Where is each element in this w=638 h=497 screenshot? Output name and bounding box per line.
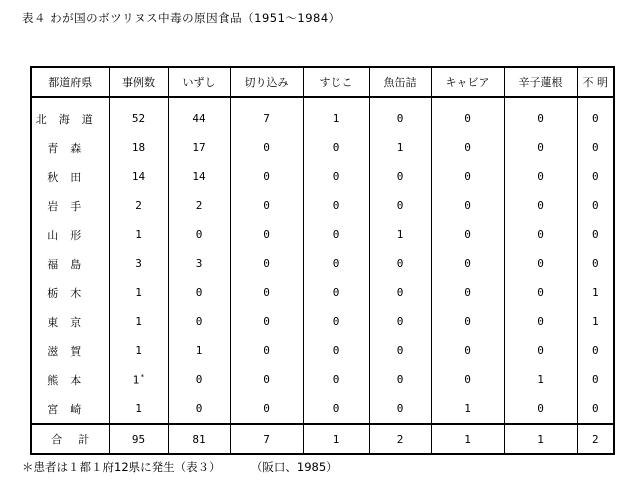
izushi-cell (168, 97, 230, 133)
izushi-cell (168, 162, 230, 191)
sujiko-cell (303, 97, 369, 133)
total-sujiko-cell: 1 (303, 424, 369, 454)
table-title: 表４ わが国のボツリヌス中毒の原因食品（1951～1984） (22, 11, 341, 25)
prefecture-cell: 東京 (31, 307, 109, 336)
cell-value: 0 (464, 141, 471, 154)
cell-value: 0 (464, 373, 471, 386)
caviar-cell (431, 162, 504, 191)
izushi-cell (168, 394, 230, 424)
cases-cell (109, 278, 168, 307)
prefecture-cell: 栃木 (31, 278, 109, 307)
caviar-cell (431, 97, 504, 133)
prefecture-cell: 山形 (31, 220, 109, 249)
unknown-cell (577, 97, 614, 133)
canned-fish-cell (369, 162, 431, 191)
prefecture-cell: 宮崎 (31, 394, 109, 424)
karashi-renkon-cell (504, 249, 577, 278)
table-row (31, 278, 614, 307)
cell-value: 0 (332, 257, 340, 270)
header-caviar: キャビア (431, 67, 504, 97)
cell-value: 0 (537, 257, 544, 270)
sujiko-cell (303, 394, 369, 424)
cell-value: 0 (332, 170, 340, 183)
cell-value: 0 (537, 286, 544, 299)
cell-value: 0 (396, 344, 404, 357)
caviar-cell (431, 394, 504, 424)
cell-value: 0 (195, 373, 203, 386)
cell-value: 0 (195, 402, 203, 415)
caviar-cell (431, 220, 504, 249)
kirikomi-cell (230, 394, 303, 424)
header-kirikomi: 切り込み (230, 67, 303, 97)
cell-value: 0 (591, 373, 599, 386)
canned-fish-cell (369, 97, 431, 133)
kirikomi-cell (230, 278, 303, 307)
kirikomi-cell (230, 133, 303, 162)
table-row (31, 365, 614, 394)
table-row (31, 162, 614, 191)
sujiko-cell (303, 307, 369, 336)
cell-value: 0 (591, 170, 599, 183)
canned-fish-cell (369, 249, 431, 278)
cell-value: 0 (263, 228, 270, 241)
header-unknown: 不 明 (577, 67, 614, 97)
unknown-cell (577, 365, 614, 394)
unknown-cell (577, 191, 614, 220)
canned-fish-cell (369, 336, 431, 365)
karashi-renkon-cell (504, 336, 577, 365)
cell-value: 0 (591, 344, 599, 357)
cell-value: 0 (195, 315, 203, 328)
table-row (31, 307, 614, 336)
canned-fish-cell (369, 307, 431, 336)
cell-value: 0 (396, 315, 404, 328)
izushi-cell (168, 220, 230, 249)
cell-value: 0 (263, 286, 270, 299)
cases-cell (109, 307, 168, 336)
cell-value: 0 (263, 257, 270, 270)
karashi-renkon-cell (504, 191, 577, 220)
sujiko-cell (303, 278, 369, 307)
cell-value: 3 (135, 257, 142, 270)
prefecture-cell: 北海道 (31, 97, 109, 133)
header-sujiko: すじこ (303, 67, 369, 97)
cell-value: 52 (131, 112, 146, 125)
cases-cell (109, 162, 168, 191)
canned-fish-cell (369, 394, 431, 424)
cell-value: 0 (591, 141, 599, 154)
cell-value: 0 (591, 199, 599, 212)
cases-cell (109, 97, 168, 133)
cell-value: 0 (263, 344, 270, 357)
kirikomi-cell (230, 220, 303, 249)
karashi-renkon-cell (504, 365, 577, 394)
cell-value: 2 (195, 199, 203, 212)
cell-value: 0 (332, 286, 340, 299)
cell-value: 0 (537, 170, 544, 183)
cell-value: 0 (396, 170, 404, 183)
cell-value: 1 (135, 402, 142, 415)
canned-fish-cell (369, 365, 431, 394)
unknown-cell (577, 220, 614, 249)
karashi-renkon-cell (504, 220, 577, 249)
cell-value: 18 (131, 141, 146, 154)
cell-value: 0 (396, 257, 404, 270)
canned-fish-cell (369, 191, 431, 220)
cell-value: 0 (332, 315, 340, 328)
cell-value: 1 (464, 402, 471, 415)
cell-value: 1 (537, 373, 544, 386)
prefecture-cell: 福島 (31, 249, 109, 278)
cases-cell (109, 191, 168, 220)
cell-value: 0 (332, 228, 340, 241)
cell-value: 1 (195, 344, 203, 357)
kirikomi-cell (230, 162, 303, 191)
table-row (31, 97, 614, 133)
cell-value: 0 (591, 228, 599, 241)
total-karashi-renkon-cell: 1 (504, 424, 577, 454)
cell-value: 0 (537, 141, 544, 154)
cell-value: 0 (537, 402, 544, 415)
cell-value: 2 (135, 199, 142, 212)
izushi-cell (168, 133, 230, 162)
izushi-cell (168, 365, 230, 394)
karashi-renkon-cell (504, 162, 577, 191)
cell-value: 0 (396, 199, 404, 212)
prefecture-cell: 熊本 (31, 365, 109, 394)
cell-value: 1 (332, 112, 340, 125)
cell-value: 0 (537, 199, 544, 212)
unknown-cell (577, 249, 614, 278)
cell-value: 1 (135, 286, 142, 299)
sujiko-cell (303, 365, 369, 394)
cell-value: 0 (195, 286, 203, 299)
canned-fish-cell (369, 278, 431, 307)
unknown-cell (577, 278, 614, 307)
canned-fish-cell (369, 133, 431, 162)
cell-value: 0 (332, 199, 340, 212)
total-izushi-cell: 81 (168, 424, 230, 454)
total-row (31, 424, 614, 454)
izushi-cell (168, 307, 230, 336)
cell-value: 1 (132, 373, 140, 387)
cell-value: 14 (192, 170, 206, 183)
cases-cell (109, 249, 168, 278)
total-label: 合計 (31, 424, 109, 454)
sujiko-cell (303, 162, 369, 191)
footer (22, 459, 338, 475)
cell-value: 7 (263, 112, 270, 125)
caviar-cell (431, 365, 504, 394)
sujiko-cell (303, 191, 369, 220)
table-row (31, 220, 614, 249)
cell-value: 0 (396, 286, 404, 299)
sujiko-cell (303, 220, 369, 249)
unknown-cell (577, 162, 614, 191)
header-canned-fish: 魚缶詰 (369, 67, 431, 97)
karashi-renkon-cell (504, 278, 577, 307)
total-canned-fish-cell: 2 (369, 424, 431, 454)
total-caviar-cell: 1 (431, 424, 504, 454)
cell-value: 44 (192, 112, 206, 125)
cell-value: 14 (131, 170, 146, 183)
table-row (31, 249, 614, 278)
karashi-renkon-cell (504, 307, 577, 336)
cell-value: 0 (464, 228, 471, 241)
sujiko-cell (303, 133, 369, 162)
cell-value: 1 (135, 344, 142, 357)
cell-value: 0 (263, 315, 270, 328)
cell-value: 1 (591, 315, 599, 328)
cell-value: 0 (332, 344, 340, 357)
cell-value: 0 (195, 228, 203, 241)
header-izushi: いずし (168, 67, 230, 97)
izushi-cell (168, 336, 230, 365)
kirikomi-cell (230, 365, 303, 394)
header-row (31, 67, 614, 97)
izushi-cell (168, 278, 230, 307)
footnote: ＊患者は１都１府12県に発生（表３） (22, 460, 221, 474)
total-unknown-cell: 2 (577, 424, 614, 454)
footnote-marker: * (140, 372, 145, 381)
unknown-cell (577, 133, 614, 162)
cases-cell (109, 336, 168, 365)
canned-fish-cell (369, 220, 431, 249)
cell-value: 0 (263, 402, 270, 415)
cell-value: 0 (537, 344, 544, 357)
table-row (31, 394, 614, 424)
total-kirikomi-cell: 7 (230, 424, 303, 454)
sujiko-cell (303, 249, 369, 278)
prefecture-cell: 岩手 (31, 191, 109, 220)
caviar-cell (431, 191, 504, 220)
caviar-cell (431, 249, 504, 278)
izushi-cell (168, 191, 230, 220)
cell-value: 0 (464, 344, 471, 357)
header-karashi-renkon: 辛子蓮根 (504, 67, 577, 97)
cell-value: 0 (263, 141, 270, 154)
cases-cell (109, 394, 168, 424)
kirikomi-cell (230, 307, 303, 336)
cell-value: 17 (192, 141, 206, 154)
cell-value: 0 (464, 112, 471, 125)
table-row (31, 336, 614, 365)
cell-value: 0 (537, 112, 544, 125)
table-row (31, 133, 614, 162)
cases-cell (109, 133, 168, 162)
cell-value: 0 (464, 286, 471, 299)
karashi-renkon-cell (504, 97, 577, 133)
header-prefecture: 都道府県 (31, 67, 109, 97)
caviar-cell (431, 307, 504, 336)
kirikomi-cell (230, 97, 303, 133)
cell-value: 0 (464, 170, 471, 183)
karashi-renkon-cell (504, 394, 577, 424)
cell-value: 0 (396, 402, 404, 415)
unknown-cell (577, 307, 614, 336)
cell-value: 0 (332, 402, 340, 415)
cell-value: 0 (396, 112, 404, 125)
cell-value: 0 (263, 199, 270, 212)
cell-value: 1 (396, 141, 404, 154)
cell-value: 0 (537, 315, 544, 328)
cell-value: 0 (263, 170, 270, 183)
cell-value: 1 (135, 228, 142, 241)
botulism-table (30, 66, 615, 455)
caviar-cell (431, 278, 504, 307)
cell-value: 0 (464, 199, 471, 212)
cell-value: 0 (464, 257, 471, 270)
cases-cell (109, 365, 168, 394)
total-cases-cell: 95 (109, 424, 168, 454)
izushi-cell (168, 249, 230, 278)
caviar-cell (431, 133, 504, 162)
cell-value: 0 (396, 373, 404, 386)
caviar-cell (431, 336, 504, 365)
cell-value: 0 (537, 228, 544, 241)
cell-value: 1 (591, 286, 599, 299)
prefecture-cell: 秋田 (31, 162, 109, 191)
prefecture-cell: 滋賀 (31, 336, 109, 365)
kirikomi-cell (230, 249, 303, 278)
sujiko-cell (303, 336, 369, 365)
unknown-cell (577, 394, 614, 424)
header-cases: 事例数 (109, 67, 168, 97)
karashi-renkon-cell (504, 133, 577, 162)
cell-value: 1 (396, 228, 404, 241)
cell-value: 0 (332, 141, 340, 154)
cell-value: 0 (591, 257, 599, 270)
cases-cell (109, 220, 168, 249)
cell-value: 0 (464, 315, 471, 328)
reference: （阪口、1985） (256, 460, 338, 474)
kirikomi-cell (230, 191, 303, 220)
unknown-cell (577, 336, 614, 365)
cell-value: 0 (332, 373, 340, 386)
cell-value: 0 (263, 373, 270, 386)
cell-value: 0 (591, 112, 599, 125)
cell-value: 3 (195, 257, 203, 270)
prefecture-cell: 青森 (31, 133, 109, 162)
kirikomi-cell (230, 336, 303, 365)
table-row (31, 191, 614, 220)
cell-value: 0 (591, 402, 599, 415)
cell-value: 1 (135, 315, 142, 328)
